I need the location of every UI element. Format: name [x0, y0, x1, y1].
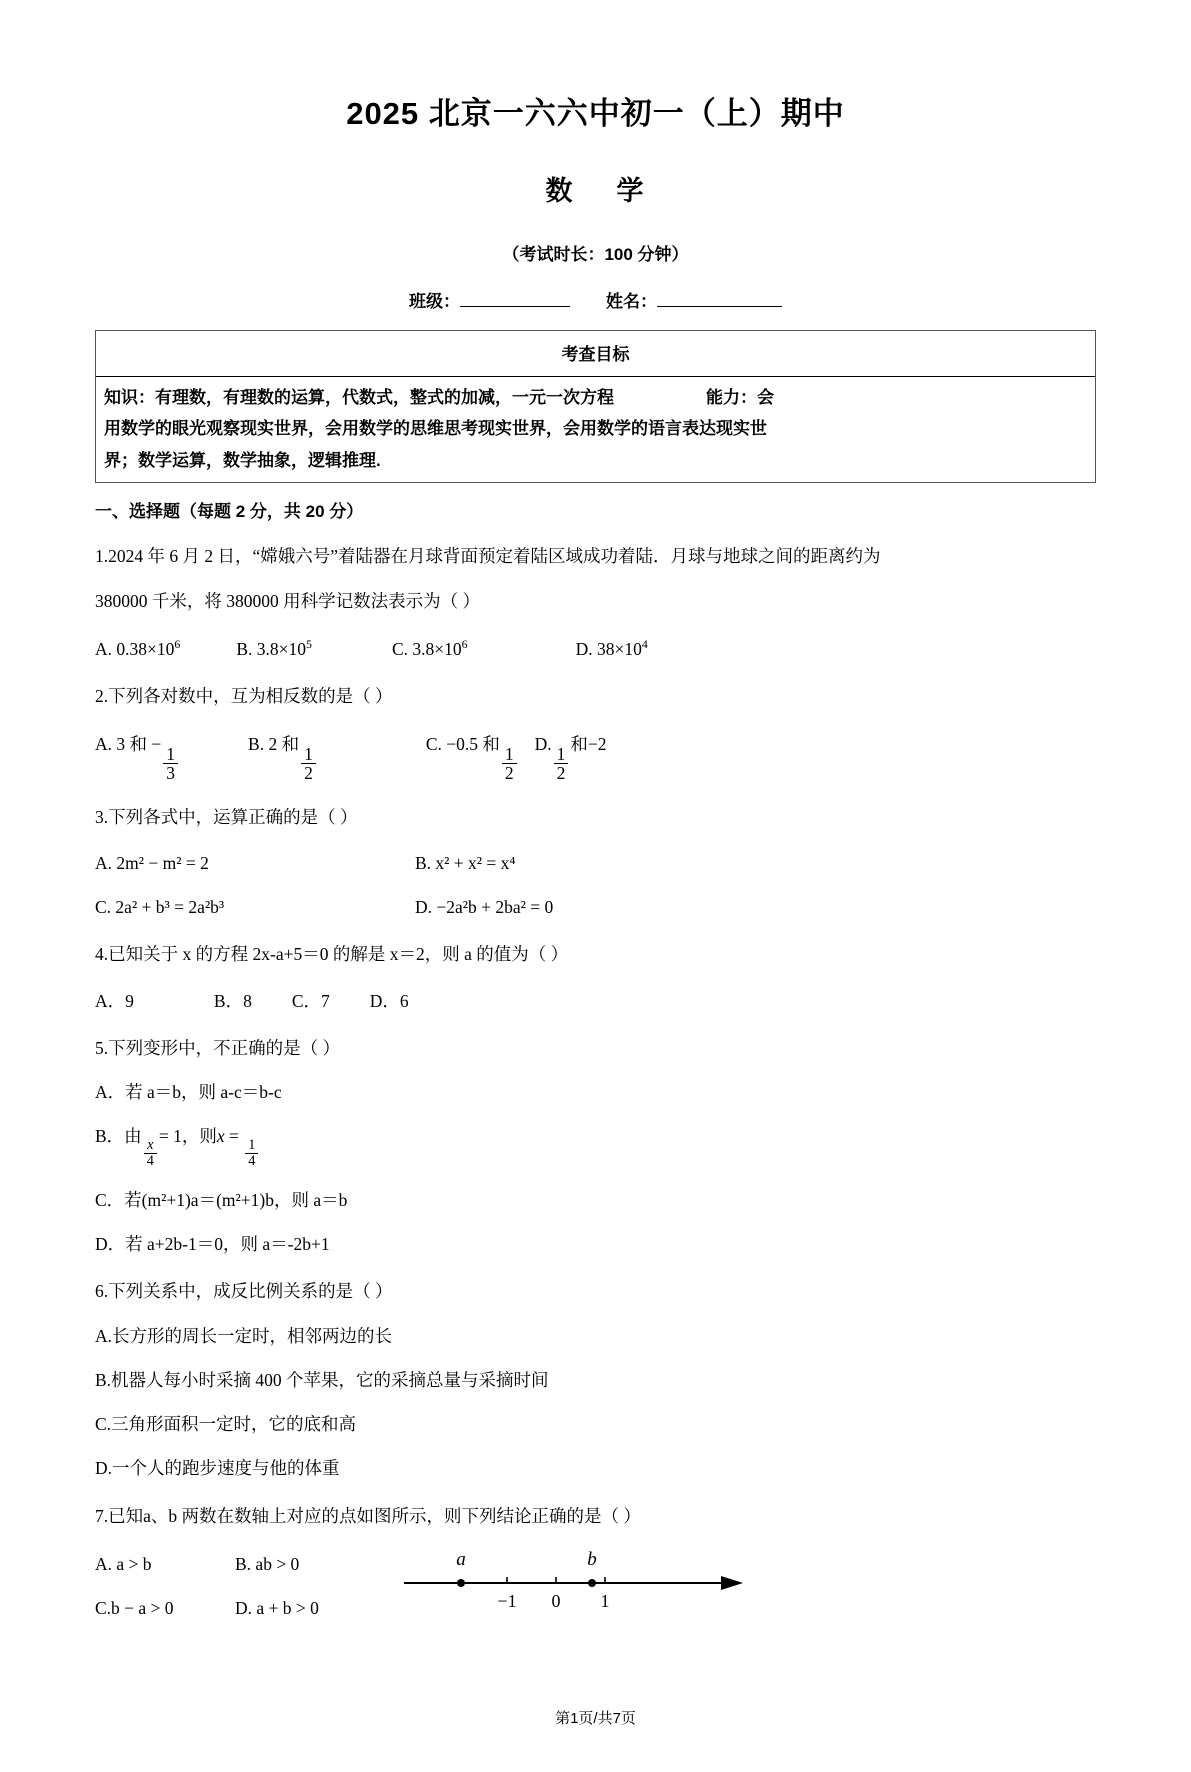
- page-footer: 第1页/共7页: [555, 1710, 636, 1727]
- question-2-option-a[interactable]: [95, 731, 180, 782]
- point-b-label: b: [587, 1548, 597, 1570]
- name-input-blank[interactable]: [657, 306, 782, 307]
- subject-heading: [95, 169, 1096, 208]
- point-a: [457, 1579, 465, 1587]
- question-5-option-c-row: [95, 1187, 1096, 1213]
- question-7-options: [95, 1529, 319, 1622]
- question-3-option-c[interactable]: C. 2a² + b³ = 2a²b³: [95, 897, 225, 918]
- question-2-stem: 2.下列各对数中，互为相反数的是（ ）: [95, 686, 393, 707]
- tick-label-zero: 0: [551, 1590, 561, 1611]
- question-4-option-b[interactable]: B．8: [213, 990, 252, 1011]
- fraction-one-third: $\frac{1}{3}$: [163, 745, 178, 783]
- question-2: [95, 683, 1096, 783]
- opt-b-eq: =: [229, 1126, 239, 1147]
- question-7-stem: 7.已知a、b 两数在数轴上对应的点如图所示，则下列结论正确的是（ ）: [95, 1505, 641, 1526]
- question-5-option-b[interactable]: [95, 1123, 260, 1169]
- question-7-option-c[interactable]: C.b − a > 0: [95, 1598, 174, 1619]
- question-7: [95, 1503, 1096, 1623]
- opt-a-value: 0.38×10: [116, 638, 175, 659]
- question-5-option-a-row: [95, 1079, 1096, 1105]
- opt-d-label: D.: [575, 638, 593, 659]
- question-3-option-d[interactable]: D. −2a²b + 2ba² = 0: [415, 897, 554, 918]
- point-a-label: a: [456, 1548, 466, 1570]
- class-label: 班级：: [409, 292, 460, 311]
- question-7-options-row2: [95, 1595, 319, 1621]
- class-input-blank[interactable]: [460, 306, 570, 307]
- question-7-options-row1: [95, 1551, 319, 1577]
- question-2-options: [95, 731, 1096, 782]
- point-b: [588, 1579, 596, 1587]
- question-3-option-a[interactable]: A. 2m² − m² = 2: [95, 852, 209, 873]
- question-5-stem: 5.下列变形中，不正确的是（ ）: [95, 1037, 340, 1058]
- opt-b-var: x: [216, 1126, 225, 1147]
- page-title: 2025 北京一六六中初一（上）期中: [346, 96, 845, 131]
- question-1-option-a[interactable]: [95, 636, 180, 662]
- objectives-line3: 界；数学运算，数学抽象，逻辑推理.: [104, 450, 381, 470]
- opt-a-label: A.: [95, 638, 113, 659]
- opt-d-value: 38×10: [597, 638, 642, 659]
- question-2-option-c[interactable]: [426, 731, 519, 782]
- question-6-option-a[interactable]: A.长方形的周长一定时，相邻两边的长: [95, 1325, 393, 1346]
- question-4: [95, 941, 1096, 1014]
- exam-page: [0, 88, 1191, 1772]
- exam-duration: （考试时长：100 分钟）: [502, 245, 689, 264]
- opt-c-text: C. −0.5 和: [425, 734, 500, 755]
- objectives-knowledge: 知识：有理数，有理数的运算，代数式，整式的加减，一元一次方程: [104, 388, 614, 407]
- question-4-stem: 4.已知关于 x 的方程 2x‑a+5＝0 的解是 x＝2，则 a 的值为（ ）: [95, 944, 569, 965]
- question-4-option-c[interactable]: C．7: [291, 990, 330, 1011]
- question-3: [95, 804, 1096, 921]
- question-6-option-d-row: [95, 1455, 1096, 1481]
- question-1-stem-line1: 2024 年 6 月 2 日，“嫦娥六号”着陆器在月球背面预定着陆区域成功着陆．月球与地球之间的距离约为: [108, 546, 881, 567]
- question-4-option-a[interactable]: A．9: [95, 990, 134, 1011]
- question-5-option-d[interactable]: D．若 a+2b‑1＝0，则 a＝‑2b+1: [95, 1234, 330, 1255]
- opt-a-text: A. 3 和 −: [95, 734, 162, 755]
- opt-b-exp: 5: [306, 636, 312, 651]
- number-line-svg: [399, 1535, 749, 1615]
- question-1: [95, 543, 1096, 662]
- fraction-one-half-d: $\frac{1}{2}$: [554, 745, 569, 783]
- question-6-option-b-row: [95, 1367, 1096, 1393]
- question-5: [95, 1035, 1096, 1258]
- opt-c-value: 3.8×10: [412, 638, 462, 659]
- question-3-option-b[interactable]: B. x² + x² = x⁴: [415, 852, 516, 873]
- objectives-body: [96, 377, 1095, 482]
- opt-b-value: 3.8×10: [256, 638, 307, 659]
- opt-c-label: C.: [391, 638, 409, 659]
- question-1-number: 1.: [95, 546, 109, 567]
- question-4-option-d[interactable]: D．6: [369, 990, 409, 1011]
- opt-d-text: D.: [534, 734, 552, 755]
- subject-char-2: 学: [616, 176, 646, 206]
- question-1-stem-line2: 380000 千米，将 380000 用科学记数法表示为（ ）: [95, 590, 480, 611]
- name-label: 姓名：: [606, 292, 657, 311]
- fraction-one-half-c: $\frac{1}{2}$: [502, 745, 517, 783]
- question-1-option-d[interactable]: [576, 636, 648, 662]
- question-1-option-c[interactable]: [392, 636, 468, 662]
- question-6-option-b[interactable]: B.机器人每小时采摘 400 个苹果，它的采摘总量与采摘时间: [95, 1369, 549, 1390]
- opt-d-exp: 4: [641, 636, 648, 651]
- opt-b-prefix: B．由: [95, 1126, 142, 1147]
- opt-c-exp: 6: [461, 636, 468, 651]
- question-3-stem: 3.下列各式中，运算正确的是（ ）: [95, 806, 358, 827]
- question-1-stem: [95, 543, 1096, 569]
- question-6-options: [95, 1323, 1096, 1482]
- question-6-option-a-row: [95, 1323, 1096, 1349]
- opt-d-tail: 和−2: [570, 734, 607, 755]
- question-6-option-c-row: [95, 1411, 1096, 1437]
- number-line-arrow: [721, 1576, 743, 1590]
- tick-label-one: 1: [600, 1590, 610, 1611]
- question-5-option-b-row: [95, 1123, 1096, 1169]
- question-5-options: [95, 1079, 1096, 1257]
- question-7-option-a[interactable]: A. a > b: [95, 1553, 152, 1574]
- question-6: [95, 1278, 1096, 1481]
- student-info-line: [95, 287, 1096, 312]
- fraction-one-fourth: $\frac{1}{4}$: [245, 1138, 258, 1169]
- objectives-ability: 能力：会: [706, 388, 774, 407]
- question-6-stem: 6.下列关系中，成反比例关系的是（ ）: [95, 1281, 393, 1302]
- question-6-option-d[interactable]: D.一个人的跑步速度与他的体重: [95, 1458, 340, 1479]
- question-7-option-b[interactable]: B. ab > 0: [235, 1553, 300, 1574]
- question-5-option-c[interactable]: C．若(m²+1)a＝(m²+1)b，则 a＝b: [95, 1189, 348, 1210]
- fraction-one-half-b: $\frac{1}{2}$: [301, 745, 316, 783]
- opt-b-mid: = 1，则: [158, 1126, 217, 1147]
- objectives-heading: 考查目标: [96, 331, 1095, 377]
- question-3-options-row1: [95, 850, 1096, 876]
- subject-char-1: 数: [545, 176, 575, 206]
- fraction-x-over-4: $\frac{x}{4}$: [144, 1138, 157, 1169]
- question-4-options: [95, 988, 1096, 1014]
- question-1-options: [95, 636, 1096, 662]
- question-7-body: [95, 1529, 1096, 1622]
- number-line-figure: [399, 1535, 749, 1622]
- section-heading-choice: 一、选择题（每题 2 分，共 20 分）: [95, 502, 364, 522]
- question-2-option-d[interactable]: [535, 731, 607, 782]
- opt-a-exp: 6: [174, 636, 181, 651]
- question-2-option-b[interactable]: [248, 731, 318, 782]
- question-5-option-a[interactable]: A．若 a＝b，则 a‑c＝b‑c: [95, 1082, 282, 1103]
- opt-b-text: B. 2 和: [248, 734, 300, 755]
- question-3-options-row2: [95, 894, 1096, 920]
- question-7-option-d[interactable]: D. a + b > 0: [235, 1598, 319, 1619]
- objectives-box: [95, 330, 1096, 483]
- objectives-line2: 用数学的眼光观察现实世界，会用数学的思维思考现实世界，会用数学的语言表达现实世: [104, 419, 767, 439]
- question-1-option-b[interactable]: [236, 636, 312, 662]
- question-6-option-c[interactable]: C.三角形面积一定时，它的底和高: [95, 1414, 357, 1435]
- question-5-option-d-row: [95, 1231, 1096, 1257]
- opt-b-label: B.: [236, 638, 253, 659]
- tick-label-neg1: −1: [497, 1590, 517, 1611]
